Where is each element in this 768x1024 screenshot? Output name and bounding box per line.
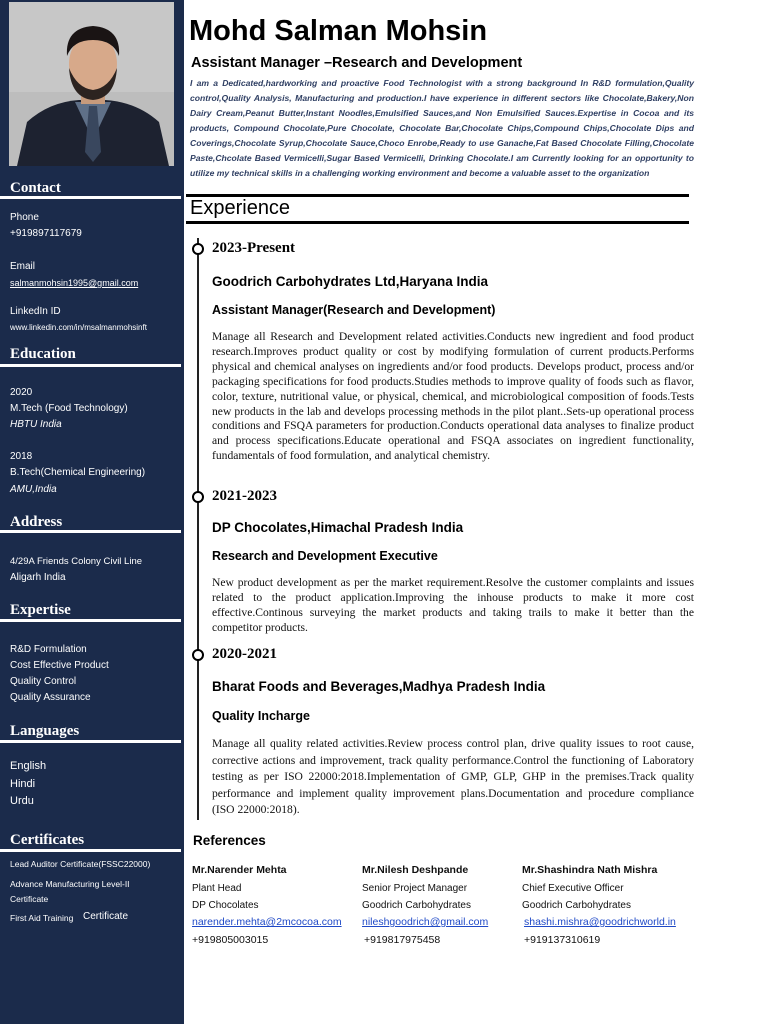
divider	[186, 221, 689, 224]
expertise-heading: Expertise	[10, 602, 71, 618]
profile-photo	[9, 2, 174, 166]
reference-phone: +919137310619	[524, 934, 601, 946]
sidebar	[0, 0, 184, 1024]
reference-name: Mr.Nilesh Deshpande	[362, 864, 469, 876]
experience-position: Research and Development Executive	[212, 549, 438, 563]
reference-company: DP Chocolates	[192, 900, 259, 911]
divider	[0, 849, 181, 852]
expertise-item: Quality Assurance	[10, 692, 91, 703]
reference-title: Plant Head	[192, 883, 242, 894]
reference-company: Goodrich Carbohydrates	[362, 900, 471, 911]
experience-description: Manage all quality related activities.Review process control plan, drive quality issues to root cause, corrective actions and improvement, track quality performance.Control the functioning of Laboratory testing as per ISO 22000:2018.Implementation of GMP, GLP, GHP in the premises.Track quality performance and implement quality improvement plans.Documentation and procedure compliance (ISO 22000:2018).	[212, 737, 694, 816]
divider	[0, 619, 181, 622]
references-heading: References	[193, 833, 266, 848]
languages-heading: Languages	[10, 723, 80, 739]
divider	[0, 364, 181, 367]
address-line: 4/29A Friends Colony Civil Line	[10, 556, 143, 567]
language-item: English	[10, 760, 47, 772]
candidate-name: Mohd Salman Mohsin	[189, 15, 488, 47]
experience-period: 2023-Present	[212, 240, 296, 256]
reference-company: Goodrich Carbohydrates	[522, 900, 631, 911]
experience-heading: Experience	[190, 197, 291, 219]
language-item: Hindi	[10, 778, 36, 790]
experience-company: Goodrich Carbohydrates Ltd,Haryana India	[212, 274, 489, 289]
education-degree: M.Tech (Food Technology)	[10, 403, 128, 414]
certificates-heading: Certificates	[10, 832, 85, 848]
linkedin-label: LinkedIn ID	[10, 306, 61, 317]
certificate-item: Certificate	[10, 894, 49, 904]
reference-email-link[interactable]: narender.mehta@2mcocoa.com	[192, 916, 342, 928]
profile-summary: I am a Dedicated,hardworking and proactive Food Technologist with a strong background In R&D formulation,Quality control,Quality Analysis, Manufacturing and production.I have experience in different sectors like Chocolate,Bakery,Non Dairy Cream,Peanut Butter,Instant Noodles,Emulsified Sauces,and Non Emulsified Sauces.Expertise in Cocoa and its products, Compound Chocolate,Pure Chocolate, Chocolate Bar,Chocolate Chips,Compound Chips,Chocolate Dips and Coverings,Chocolate Syrup,Chocolate Sauce,Choco Enrobe,Ready to use Ganache,Fat Based Chocolate Filling,Chocolate Paste,Chcolate Based Vermicelli,Sugar Based Vermicelli, Drinking Chocolate.I am Currently looking for an opportunity to utilize my technical skills in a challenging working environment and become a valuable asset to the organization	[190, 78, 694, 178]
timeline-line	[197, 238, 199, 820]
contact-heading: Contact	[10, 180, 61, 196]
divider	[0, 740, 181, 743]
experience-company: DP Chocolates,Himachal Pradesh India	[212, 520, 464, 535]
reference-name: Mr.Narender Mehta	[192, 864, 287, 876]
reference-phone: +919817975458	[364, 934, 441, 946]
education-degree: B.Tech(Chemical Engineering)	[10, 467, 146, 478]
expertise-item: R&D Formulation	[10, 644, 87, 655]
certificate-item: First Aid Training	[10, 913, 74, 923]
person-portrait-icon	[9, 2, 174, 166]
reference-name: Mr.Shashindra Nath Mishra	[522, 864, 658, 876]
experience-position: Quality Incharge	[212, 709, 310, 723]
education-school: HBTU India	[10, 419, 62, 430]
experience-period: 2021-2023	[212, 488, 277, 504]
education-school: AMU,India	[10, 484, 57, 495]
reference-phone: +919805003015	[192, 934, 269, 946]
timeline-dot-icon	[192, 243, 204, 255]
reference-email-link[interactable]: nileshgoodrich@gmail.com	[362, 916, 489, 928]
experience-company: Bharat Foods and Beverages,Madhya Pradesh India	[212, 679, 546, 694]
divider	[0, 196, 181, 199]
education-year: 2018	[10, 451, 33, 462]
reference-email-link[interactable]: shashi.mishra@goodrichworld.in	[524, 916, 676, 928]
timeline-dot-icon	[192, 491, 204, 503]
experience-description: New product development as per the market requirement.Resolve the customer complaints and issues related to the product application.Improving the inhouse products to make it more cost effective.Continous surveying the market products and taking trails to make it better than the competitor products.	[212, 576, 694, 634]
experience-description: Manage all Research and Development related activities.Conducts new ingredient and food product research.Improves product quality or cost by modifying formulation of current products.Performs physical and chemical analyses on ingredients and/or food products. Develops product, process and/or packaging specifications for food products.Studies methods to improve quality of foods such as flavor, color, texture, nutritional value, or physical, chemical, and microbiological composition of foods.Tests new products in the lab and develops processing methods in the pilot plant..Sets-up operational process conditions and FSQA parameters for production.Conducts operational data analyses to finalize product and process specifications.Educate operational and FSQA associates on ingredient functionality, fundamentals of food formulation, and analytical chemistry.	[212, 330, 694, 463]
expertise-item: Cost Effective Product	[10, 660, 109, 671]
certificate-item: Advance Manufacturing Level-II	[10, 879, 130, 889]
certificate-item: Lead Auditor Certificate(FSSC22000)	[10, 859, 151, 869]
email-label: Email	[10, 261, 36, 272]
divider	[0, 530, 181, 533]
timeline-dot-icon	[192, 649, 204, 661]
education-year: 2020	[10, 387, 33, 398]
language-item: Urdu	[10, 795, 34, 807]
phone-value[interactable]: +919897117679	[10, 228, 82, 239]
address-line: Aligarh India	[10, 572, 66, 583]
email-link[interactable]: salmanmohsin1995@gmail.com	[10, 278, 139, 288]
candidate-role: Assistant Manager –Research and Development	[191, 55, 523, 71]
linkedin-link[interactable]: www.linkedin.com/in/msalmanmohsinft	[10, 323, 147, 332]
certificate-item: Certificate	[83, 911, 129, 922]
education-heading: Education	[10, 346, 76, 362]
reference-title: Chief Executive Officer	[522, 883, 624, 894]
address-heading: Address	[10, 514, 63, 530]
expertise-item: Quality Control	[10, 676, 77, 687]
experience-position: Assistant Manager(Research and Development)	[212, 303, 496, 317]
reference-title: Senior Project Manager	[362, 883, 468, 894]
phone-label: Phone	[10, 212, 39, 223]
experience-period: 2020-2021	[212, 646, 277, 662]
